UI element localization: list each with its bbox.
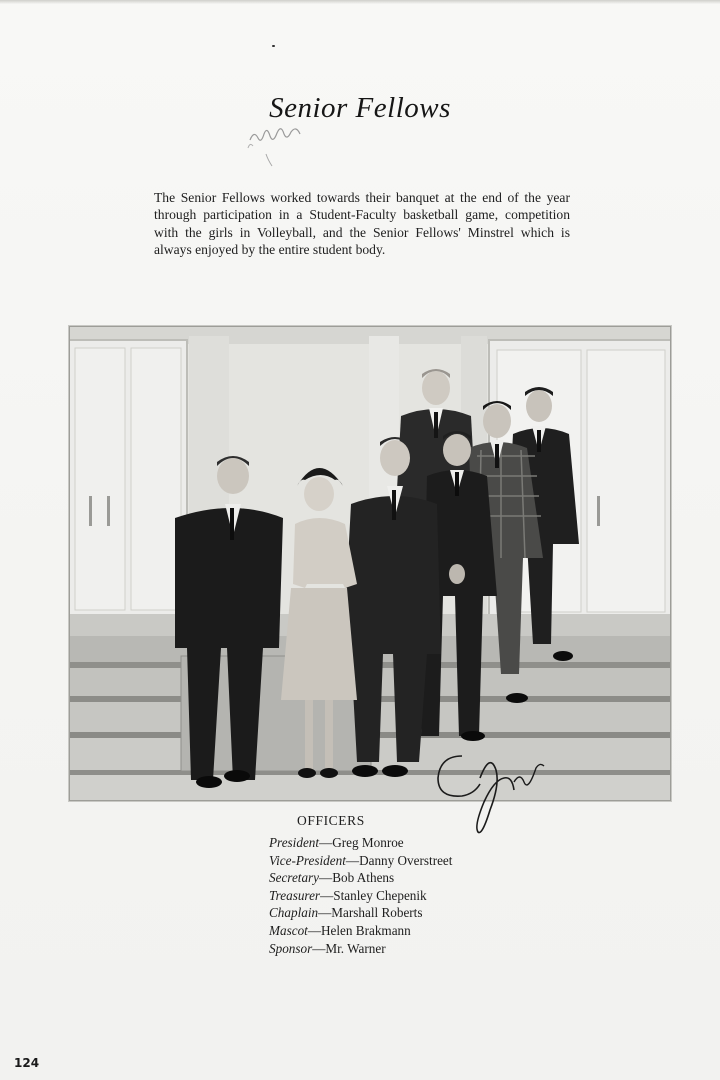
officer-role: Treasurer bbox=[269, 887, 321, 903]
officer-role: Sponsor bbox=[269, 940, 313, 956]
page-number: 124 bbox=[14, 1056, 40, 1070]
officer-name: Marshall Roberts bbox=[331, 905, 423, 921]
officer-role: Secretary bbox=[269, 870, 320, 886]
officers-heading: OFFICERS bbox=[297, 813, 365, 828]
officer-role: President bbox=[269, 835, 320, 850]
officers-section bbox=[269, 813, 452, 957]
officer-separator: — bbox=[320, 887, 334, 903]
page-top-edge bbox=[0, 0, 720, 4]
officer-row-secretary bbox=[269, 869, 452, 887]
officer-separator: — bbox=[319, 835, 333, 850]
print-speck bbox=[272, 45, 275, 47]
officer-row-treasurer bbox=[269, 887, 452, 905]
officer-row-president bbox=[269, 834, 452, 852]
officer-name: Danny Overstreet bbox=[359, 852, 453, 868]
officer-separator: — bbox=[318, 905, 332, 921]
officer-row-vice-president bbox=[269, 852, 452, 870]
page-title: Senior Fellows bbox=[269, 92, 451, 124]
group-photo-illustration bbox=[69, 326, 671, 801]
officer-row-mascot bbox=[269, 922, 452, 940]
officer-role: Mascot bbox=[269, 922, 308, 938]
officer-name: Helen Brakmann bbox=[321, 922, 411, 938]
officer-separator: — bbox=[312, 940, 326, 956]
officer-row-chaplain bbox=[269, 904, 452, 922]
officer-name: Mr. Warner bbox=[325, 940, 386, 956]
handwritten-scribble bbox=[242, 118, 312, 174]
officer-role: Vice-President bbox=[269, 852, 346, 868]
officer-name: Bob Athens bbox=[332, 870, 395, 886]
intro-paragraph: The Senior Fellows worked towards their banquet at the end of the year through participation in a Student-Faculty basketball game, competition with the girls in Volleyball, and the Senior Fellows' Minstrel which is always enjoyed by the entire student body. bbox=[154, 189, 570, 258]
officer-row-sponsor bbox=[269, 940, 452, 958]
officer-name: Greg Monroe bbox=[332, 835, 404, 850]
officer-separator: — bbox=[345, 852, 360, 868]
group-photo bbox=[68, 325, 672, 802]
officer-separator: — bbox=[319, 870, 333, 886]
officer-role: Chaplain bbox=[269, 905, 319, 921]
officer-separator: — bbox=[307, 922, 322, 938]
officer-name: Stanley Chepenik bbox=[333, 887, 427, 903]
